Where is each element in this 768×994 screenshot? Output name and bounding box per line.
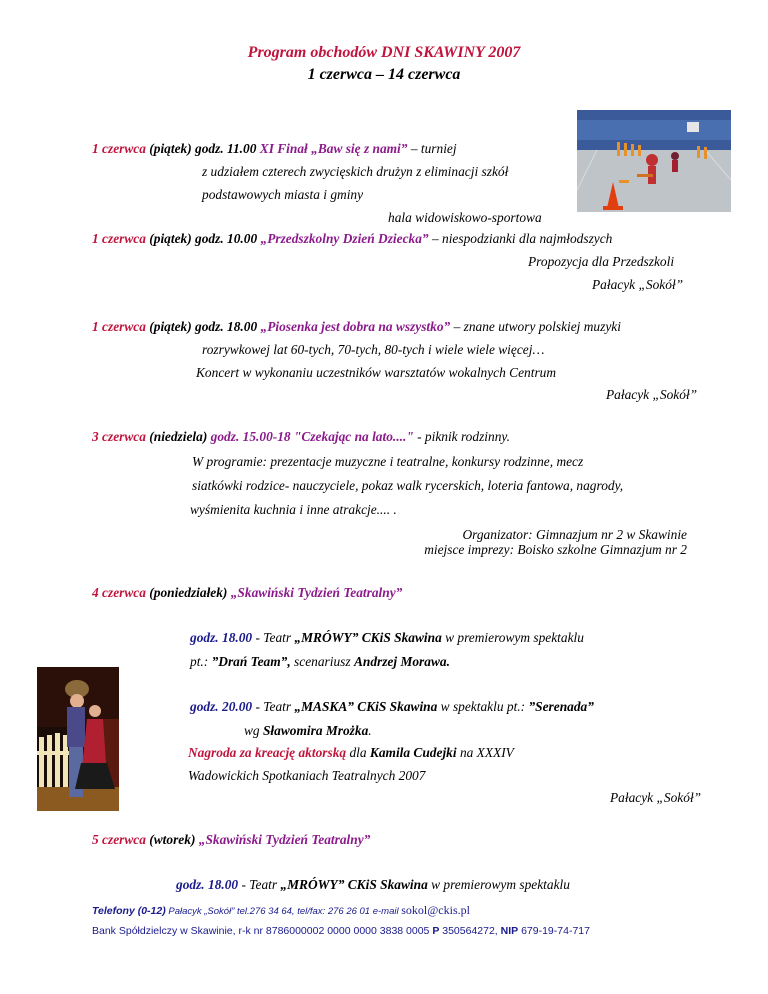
event-3-place: Pałacyk „Sokół” [606,387,698,402]
event-desc: – znane utwory polskiej muzyki [450,319,621,334]
event-1-desc: z udziałem czterech zwycięskich drużyn z eliminacji szkół [202,164,509,179]
show-1-title-line: pt.: ”Drań Team”, scenariusz Andrzej Morawa. [190,654,450,669]
show-time: godz. 18.00 [190,630,253,645]
email-link[interactable]: sokol@ckis.pl [401,903,470,917]
event-name: „Skawiński Tydzień Teatralny” [230,585,403,600]
show-title: ”Drań Team”, [211,654,291,669]
event-4-organizer: Organizator: Gimnazjum nr 2 w Skawinie [462,527,687,542]
event-3-desc: rozrywkowej lat 60-tych, 70-tych, 80-tych i wiele wiele więcej… [202,342,545,357]
event-day: (wtorek) [145,832,199,847]
event-3-line [92,319,621,335]
event-4-desc: W programie: prezentacje muzyczne i teatralne, konkursy rodzinne, mecz [192,454,584,469]
event-name: „Skawiński Tydzień Teatralny” [198,832,371,847]
event-desc: - piknik rodzinny. [413,429,510,444]
event-desc: – turniej [407,141,457,156]
event-day: (poniedziałek) [145,585,231,600]
phones-label: Telefony (0-12) [92,905,166,917]
show-time: godz. 18.00 [176,877,239,892]
event-5-line [92,585,402,601]
event-3-desc: Koncert w wykonaniu uczestników warsztatów wokalnych Centrum [196,365,557,380]
theatre-photo [37,667,119,811]
event-date: 5 czerwca [92,832,146,847]
event-date: 1 czerwca [92,141,146,156]
show-2-author-line: wg Sławomira Mrożka. [244,723,372,738]
event-4-desc: siatkówki rodzice- nauczyciele, pokaz walk rycerskich, loteria fantowa, nagrody, [192,478,624,493]
event-1-desc: podstawowych miasta i gminy [202,187,364,202]
event-date: 4 czerwca [92,585,146,600]
event-2-place: Pałacyk „Sokół” [592,277,684,292]
page-title: Program obchodów DNI SKAWINY 2007 [247,44,521,61]
event-1-line [92,141,457,157]
sports-hall-photo [577,110,731,212]
award-recipient: Kamila Cudejki [369,745,457,760]
event-6-line [92,832,370,848]
award-line: Nagroda za kreację aktorską dla Kamila Cudejki na XXXIV [188,745,514,760]
event-1-place: hala widowiskowo-sportowa [388,210,542,225]
show-1-line: godz. 18.00 - Teatr „MRÓWY” CKiS Skawina w premierowym spektaklu [190,630,584,645]
event-day: (niedziela) [145,429,211,444]
event-4-desc: wyśmienita kuchnia i inne atrakcje.... . [190,502,397,517]
show-author: Sławomira Mrożka [262,723,369,738]
event-name: "Czekając na lato...." [293,429,414,444]
page-subtitle: 1 czerwca – 14 czerwca [307,66,461,83]
event-date: 1 czerwca [92,319,146,334]
event-time: godz. 15.00-18 [210,429,294,444]
phones-text: Pałacyk „Sokół” tel.276 34 64, tel/fax: 276 26 01 e-mail [165,906,402,917]
event-name: XI Finał „Baw się z nami” [259,141,408,156]
event-name: „Piosenka jest dobra na wszystko” [260,319,451,334]
event-4-venue: miejsce imprezy: Boisko szkolne Gimnazjum nr 2 [424,542,687,557]
show-title: ”Serenada” [528,699,594,714]
event-day-time: (piątek) godz. 18.00 [145,319,261,334]
theatre-group: „MRÓWY” CKiS Skawina [280,877,428,892]
event-date: 1 czerwca [92,231,146,246]
event-5-place: Pałacyk „Sokół” [610,790,702,805]
event-name: „Przedszkolny Dzień Dziecka” [260,231,429,246]
show-2-line: godz. 20.00 - Teatr „MASKA” CKiS Skawina w spektaklu pt.: ”Serenada” [190,699,594,714]
theatre-group: „MRÓWY” CKiS Skawina [294,630,442,645]
event-day-time: (piątek) godz. 10.00 [145,231,261,246]
footer-bank: Bank Spółdzielczy w Skawinie, r-k nr 8786000002 0000 0000 3838 0005 P 350564272, NIP 679-19-74-717 [92,925,590,937]
show-time: godz. 20.00 [190,699,253,714]
event-2-desc: Propozycja dla Przedszkoli [528,254,675,269]
theatre-group: „MASKA” CKiS Skawina [294,699,438,714]
award-festival: Wadowickich Spotkaniach Teatralnych 2007 [188,768,426,783]
event-2-line [92,231,612,247]
show-author: Andrzej Morawa. [353,654,450,669]
event-day-time: (piątek) godz. 11.00 [145,141,260,156]
event-4-line [92,429,510,445]
footer-phones [92,903,470,918]
event-date: 3 czerwca [92,429,146,444]
show-3-line: godz. 18.00 - Teatr „MRÓWY” CKiS Skawina w premierowym spektaklu [176,877,570,892]
event-desc: – niespodzianki dla najmłodszych [428,231,613,246]
award-title: Nagroda za kreację aktorską [188,745,347,760]
